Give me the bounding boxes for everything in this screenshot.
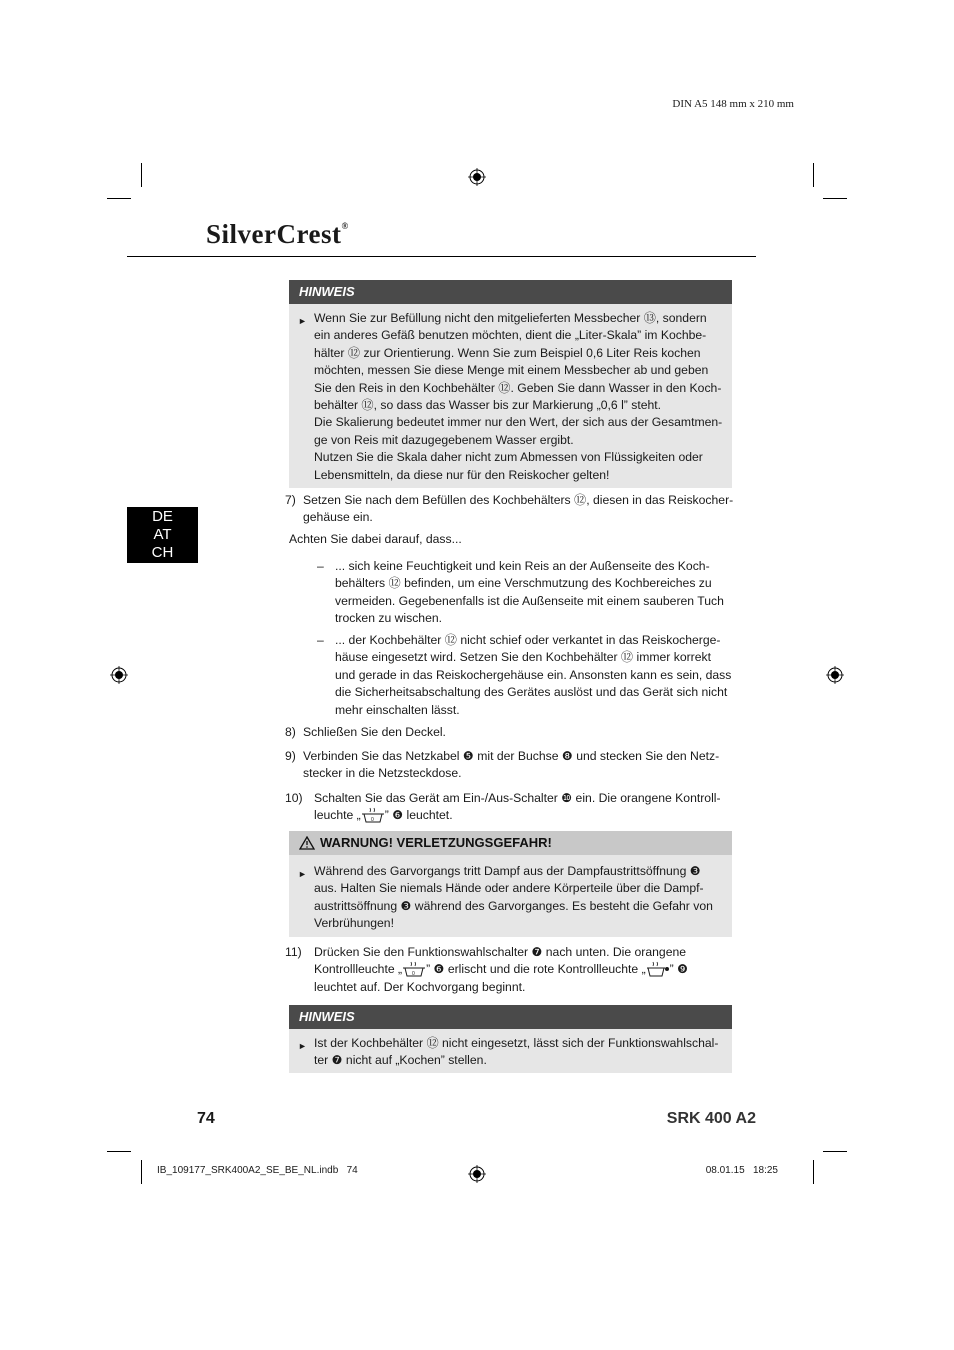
language-tab [127, 507, 198, 563]
page-format-label: DIN A5 148 mm x 210 mm [672, 98, 794, 110]
crop-mark [107, 198, 131, 199]
warning-triangle-icon [299, 836, 315, 850]
dash-line: trocken zu wischen. [335, 611, 443, 626]
note-line: Ist der Kochbehälter ⑫ nicht eingesetzt, lässt sich der Funktionswahlschal- [314, 1036, 719, 1050]
registration-mark-icon [468, 168, 486, 186]
crop-mark [141, 163, 142, 187]
note-line: Die Skalierung bedeutet immer nur den Wert, der sich aus der Gesamtmen- [314, 415, 723, 430]
step-number: 10) [285, 791, 303, 805]
model-name: SRK 400 A2 [666, 1110, 756, 1127]
brand-name: SilverCrest [206, 219, 342, 249]
svg-text:0: 0 [412, 971, 415, 978]
text-fragment: ” ❾ [669, 962, 689, 977]
dash-line: ... sich keine Feuchtigkeit und kein Reis an der Außenseite des Koch- [335, 559, 710, 573]
crop-mark [813, 1160, 814, 1184]
note-box [289, 280, 732, 488]
pointer-triangle-icon: ► [298, 1041, 307, 1051]
pointer-triangle-icon: ► [298, 869, 307, 879]
note-line: hälter ⑫ zur Orientierung. Wenn Sie zum Beispiel 0,6 Liter Reis kochen [314, 345, 701, 360]
lang-de: DE [152, 508, 173, 525]
note-line: ge von Reis mit dazugegebenem Wasser ergibt. [314, 432, 574, 447]
header-rule [127, 256, 756, 257]
dash-line: häuse eingesetzt wird. Setzen Sie den Kochbehälter ⑫ immer korrekt [335, 650, 711, 665]
pointer-triangle-icon: ► [298, 316, 307, 326]
note-line: behälter ⑫, so dass das Wasser bis zur Markierung „0,6 l” steht. [314, 398, 662, 413]
dash-bullet: – [317, 633, 324, 647]
dash-line: ... der Kochbehälter ⑫ nicht schief oder verkantet in das Reiskocherge- [335, 633, 721, 647]
lang-ch: CH [151, 544, 174, 561]
warning-body [289, 855, 732, 937]
note-line: Lebensmitteln, da diese nur für den Reiskocher gelten! [314, 467, 610, 482]
note-box [289, 1005, 732, 1073]
dash-line: behälters ⑫ befinden, um eine Verschmutzung des Kochbereiches zu [335, 576, 712, 591]
svg-text:0: 0 [370, 817, 374, 824]
step-line: Drücken Sie den Funktionswahlschalter ❼ nach unten. Die orangene [314, 945, 687, 959]
step-number: 11) [285, 945, 302, 959]
note-header: HINWEIS [289, 280, 732, 304]
page-number: 74 [197, 1110, 215, 1127]
warning-line: Während des Garvorgangs tritt Dampf aus der Dampfaustrittsöffnung ❸ [314, 864, 701, 878]
note-header: HINWEIS [289, 1005, 732, 1029]
warning-line: Verbrühungen! [314, 916, 394, 931]
step-text [314, 944, 688, 996]
step-line [314, 807, 721, 824]
step-line: Verbinden Sie das Netzkabel ❺ mit der Buchse ❽ und stecken Sie den Netz- [303, 749, 720, 763]
note-body [289, 304, 732, 488]
crop-mark [141, 1160, 142, 1184]
brand-registered-mark: ® [341, 221, 349, 231]
note-line: Nutzen Sie die Skala daher nicht zum Abmessen von Flüssigkeiten oder [314, 450, 703, 465]
lang-at: AT [153, 526, 172, 543]
note-line: Sie den Reis in den Kochbehälter ⑫. Geben Sie dann Wasser in den Koch- [314, 380, 722, 395]
pot-keep-warm-icon [402, 961, 426, 977]
crop-mark [813, 163, 814, 187]
crop-mark [823, 198, 847, 199]
step-line: gehäuse ein. [303, 510, 373, 525]
slug-date: 08.01.15 18:25 [705, 1165, 778, 1176]
note-line: Wenn Sie zur Befüllung nicht den mitgelieferten Messbecher ⑬, sondern [314, 311, 707, 325]
note-line: ein anderes Gefäß benutzen möchten, dient die „Liter-Skala” im Kochbe- [314, 328, 707, 343]
step-number: 8) [285, 725, 296, 739]
warning-line: aus. Halten Sie niemals Hände oder andere Körperteile über die Dampf- [314, 881, 704, 896]
dash-line: und gerade in das Reiskochergehäuse ein. Ansonsten kann es sein, dass [335, 667, 732, 682]
text-fragment: leuchte „ [314, 808, 361, 823]
dash-text [335, 632, 731, 719]
registration-mark-icon [110, 666, 128, 684]
registration-mark-icon [468, 1165, 486, 1183]
dash-bullet: – [317, 559, 324, 573]
paragraph: Achten Sie dabei darauf, dass... [289, 532, 462, 546]
step-line: Setzen Sie nach dem Befüllen des Kochbehälters ⑫, diesen in das Reiskocher- [303, 493, 734, 507]
step-line: Schalten Sie das Gerät am Ein-/Aus-Schalter ❿ ein. Die orangene Kontroll- [314, 791, 721, 805]
step-line [314, 961, 688, 978]
step-line: leuchtet auf. Der Kochvorgang beginnt. [314, 979, 526, 994]
crop-mark [823, 1151, 847, 1152]
text-fragment: ” ❻ erlischt und die rote Kontrollleuchte „ [426, 962, 646, 977]
dash-line: mehr einschalten lässt. [335, 702, 460, 717]
note-line: ter ❼ nicht auf „Kochen” stellen. [314, 1053, 487, 1068]
step-line: stecker in die Netzsteckdose. [303, 766, 462, 781]
note-body [289, 1029, 732, 1073]
step-text [303, 492, 733, 527]
dash-line: die Sicherheitsabschaltung des Gerätes auslöst und das Gerät sich nicht [335, 685, 728, 700]
step-text: Schließen Sie den Deckel. [303, 725, 446, 739]
dash-line: vermeiden. Gegebenenfalls ist die Außenseite mit einem sauberen Tuch [335, 593, 724, 608]
text-fragment: ” ❻ leuchtet. [384, 808, 453, 823]
text-fragment: Kontrollleuchte „ [314, 962, 403, 977]
pot-keep-warm-icon [361, 807, 385, 823]
registration-mark-icon [826, 666, 844, 684]
step-number: 9) [285, 749, 296, 763]
warning-box [289, 831, 732, 937]
crop-mark [107, 1151, 131, 1152]
brand-logo [206, 219, 349, 250]
step-text [303, 748, 719, 783]
warning-title: WARNUNG! VERLETZUNGSGEFAHR! [320, 835, 552, 850]
dash-text [335, 558, 724, 628]
step-number: 7) [285, 493, 296, 507]
warning-line: austrittsöffnung ❸ während des Garvorganges. Es besteht die Gefahr von [314, 898, 713, 913]
pot-cooking-icon [646, 961, 670, 977]
warning-header [289, 831, 732, 855]
slug-file: IB_109177_SRK400A2_SE_BE_NL.indb 74 [157, 1165, 358, 1176]
note-line: möchten, messen Sie diese Menge mit einem Messbecher ab und geben [314, 363, 709, 378]
step-text [314, 790, 721, 825]
